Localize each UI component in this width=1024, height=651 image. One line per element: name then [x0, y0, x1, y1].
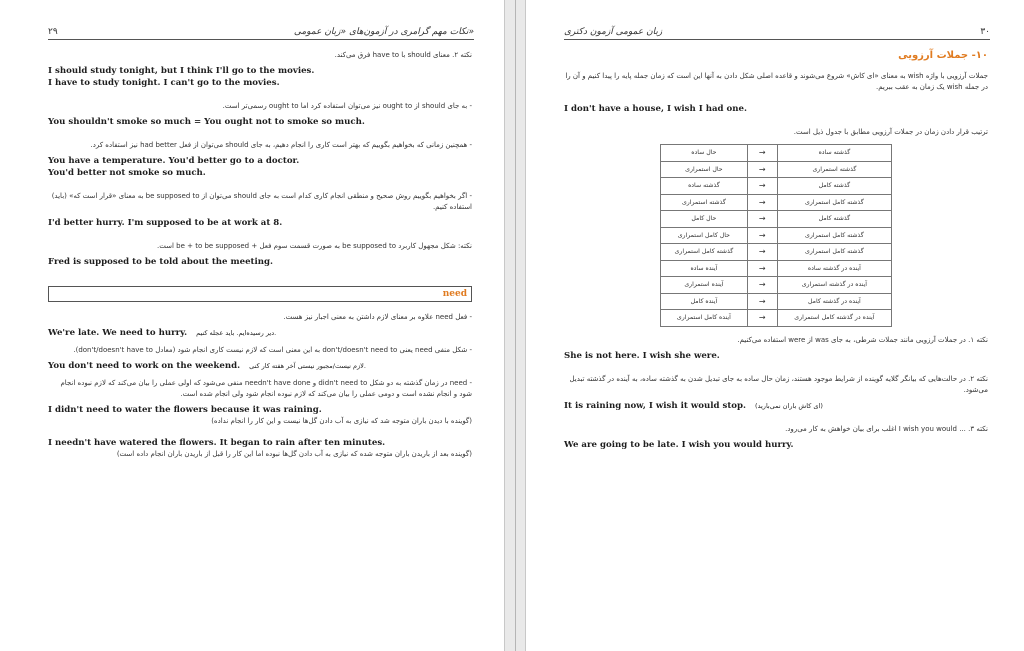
- note-should-have-to: نکته ۲. معنای should با have to فرق می‌کند.: [334, 51, 472, 59]
- tense-row: [661, 310, 892, 327]
- tense-target-cell: گذشته کامل استمراری: [777, 227, 891, 244]
- example-sentence: You shouldn't smoke so much = You ought not to smoke so much.: [48, 117, 365, 127]
- right-page: [534, 8, 1010, 648]
- note-wish-you-would: نکته ۳. ... I wish you would اغلب برای بیان خواهش به کار می‌رود.: [785, 424, 988, 433]
- tense-row: [661, 277, 892, 294]
- note-were: نکته ۱. در جملات آرزویی مانند جملات شرطی، به جای was از were استفاده می‌کنیم.: [737, 335, 988, 344]
- note-need-meaning: - فعل need علاوه بر معنای لازم داشتن به معنی اجبار نیز هست.: [283, 313, 472, 321]
- example-sentence: I have to study tonight. I can't go to the movies.: [48, 78, 280, 88]
- example-sentence: She is not here. I wish she were.: [564, 350, 720, 361]
- tense-target-cell: گذشته کامل استمراری: [777, 244, 891, 261]
- tense-row: [661, 227, 892, 244]
- example-sentence: You'd better not smoke so much.: [48, 168, 206, 178]
- example-sentence: [48, 327, 472, 339]
- left-page: [18, 8, 494, 648]
- tense-target-cell: گذشته کامل استمراری: [777, 194, 891, 211]
- arrow-icon: →: [747, 244, 777, 261]
- note-ought-to: - به جای should از ought to نیز می‌توان استفاده کرد اما ought to رسمی‌تر است.: [222, 102, 472, 110]
- tense-row: [661, 244, 892, 261]
- example-translation: لازم نیست/مجبور نیستی آخر هفته کار کنی.: [249, 362, 366, 370]
- tense-target-cell: گذشته ساده: [777, 145, 891, 162]
- table-caption: ترتیب قرار دادن زمان در جملات آرزویی مطابق با جدول ذیل است.: [793, 128, 988, 136]
- arrow-icon: →: [747, 145, 777, 162]
- note-had-better: - همچنین زمانی که بخواهیم بگوییم که بهتر است کاری را انجام دهیم، به جای should می‌توان از فعل had better نیز استفاده کرد.: [90, 141, 472, 149]
- example-english: It is raining now, I wish it would stop.: [564, 400, 747, 411]
- tense-target-cell: گذشته استمراری: [777, 161, 891, 178]
- tense-source-cell: گذشته ساده: [661, 178, 748, 195]
- section-title-need: need: [442, 289, 467, 299]
- arrow-icon: →: [747, 260, 777, 277]
- arrow-icon: →: [747, 161, 777, 178]
- tense-source-cell: آینده استمراری: [661, 277, 748, 294]
- tense-target-cell: گذشته کامل: [777, 178, 891, 195]
- tense-source-cell: حال استمراری: [661, 161, 748, 178]
- note-would: نکته ۲. در حالت‌هایی که بیانگر گلایه گوینده از شرایط موجود هستند، زمان حال ساده به جای تبدیل شدن به گذشته ساده، به آینده در گذشته تبدیل می‌شود.: [569, 374, 988, 394]
- page-divider: [515, 0, 516, 651]
- tense-source-cell: حال کامل استمراری: [661, 227, 748, 244]
- example-translation: (ای کاش باران نمی‌بارید): [755, 401, 823, 410]
- arrow-icon: →: [747, 277, 777, 294]
- right-page-number: ۳۰: [980, 27, 990, 37]
- right-page-header: [564, 22, 990, 40]
- tense-source-cell: حال ساده: [661, 145, 748, 162]
- tense-source-cell: گذشته کامل استمراری: [661, 244, 748, 261]
- arrow-icon: →: [747, 178, 777, 195]
- example-sentence: I should study tonight, but I think I'll go to the movies.: [48, 66, 315, 76]
- example-english: You don't need to work on the weekend.: [48, 361, 241, 371]
- arrow-icon: →: [747, 227, 777, 244]
- left-page-number: ۲۹: [48, 27, 58, 37]
- tense-source-cell: گذشته استمراری: [661, 194, 748, 211]
- tense-source-cell: آینده کامل استمراری: [661, 310, 748, 327]
- example-sentence: [48, 360, 472, 372]
- tense-row: [661, 260, 892, 277]
- left-page-title: نکات مهم گرامری در آزمون‌های «زبان عمومی»: [293, 27, 474, 37]
- example-translation: دیر رسیده‌ایم. باید عجله کنیم.: [196, 329, 277, 337]
- section-heading-wish: ۱۰- جملات آرزویی: [898, 50, 988, 61]
- tense-row: [661, 211, 892, 228]
- note-passive-supposed: نکته: شکل مجهول کاربرد be supposed to به صورت قسمت سوم فعل + be + to be supposed است.: [157, 242, 472, 250]
- example-sentence: We are going to be late. I wish you would hurry.: [564, 439, 794, 450]
- example-english: We're late. We need to hurry.: [48, 328, 188, 338]
- tense-target-cell: آینده در گذشته کامل استمراری: [777, 310, 891, 327]
- tense-source-cell: آینده ساده: [661, 260, 748, 277]
- tense-target-cell: گذشته کامل: [777, 211, 891, 228]
- tense-row: [661, 293, 892, 310]
- tense-row: [661, 194, 892, 211]
- tense-target-cell: آینده در گذشته استمراری: [777, 277, 891, 294]
- example-translation: (گوینده با دیدن باران متوجه شد که نیازی به آب دادن گل‌ها نیست و این کار را انجام نداده): [211, 417, 472, 425]
- tense-row: [661, 161, 892, 178]
- example-sentence: [564, 400, 988, 412]
- note-supposed-to: - اگر بخواهیم بگوییم روش صحیح و منطقی انجام کاری کدام است به جای should می‌توان از be supposed to به معنای «قرار است که» (باید) استفاده کنیم.: [51, 192, 472, 211]
- example-sentence: You have a temperature. You'd better go to a doctor.: [48, 156, 300, 166]
- arrow-icon: →: [747, 293, 777, 310]
- example-sentence: I didn't need to water the flowers because it was raining.: [48, 405, 322, 415]
- tense-source-cell: حال کامل: [661, 211, 748, 228]
- arrow-icon: →: [747, 211, 777, 228]
- right-page-content: [564, 50, 988, 451]
- arrow-icon: →: [747, 310, 777, 327]
- example-sentence: I needn't have watered the flowers. It began to rain after ten minutes.: [48, 438, 386, 448]
- note-need-past: - need در زمان گذشته به دو شکل didn't need to و needn't have done منفی می‌شود که اولی عملی را بیان می‌کند که لازم نبوده انجام شود و انجام نشده است و دومی عملی را بیان می‌کند که لازم نبوده انجام شود ولی انجام شده است.: [60, 379, 472, 398]
- tense-target-cell: آینده در گذشته کامل: [777, 293, 891, 310]
- tense-row: [661, 145, 892, 162]
- tense-source-cell: آینده کامل: [661, 293, 748, 310]
- example-sentence: I don't have a house, I wish I had one.: [564, 104, 747, 114]
- left-page-header: [48, 22, 474, 40]
- left-page-content: [48, 50, 472, 464]
- example-sentence: Fred is supposed to be told about the meeting.: [48, 257, 274, 267]
- intro-paragraph: جملات آرزویی با واژه wish به معنای «ای کاش» شروع می‌شوند و قاعده اصلی شکل دادن به آنها این است که زمان جمله پایه را پیدا کنیم و آن را در جمله wish یک زمان به عقب ببریم.: [565, 72, 988, 91]
- tense-shift-table: [660, 144, 892, 327]
- example-sentence: I'd better hurry. I'm supposed to be at work at 8.: [48, 218, 283, 228]
- arrow-icon: →: [747, 194, 777, 211]
- note-need-negative: - شکل منفی need یعنی don't/doesn't need to به این معنی است که لازم نیست کاری انجام شود (معادل don't/doesn't have to).: [73, 346, 472, 354]
- example-translation: (گوینده بعد از باریدن باران متوجه شده که نیازی به آب دادن گل‌ها نبوده اما این کار را قبل از باریدن باران انجام داده است): [116, 450, 472, 458]
- tense-target-cell: آینده در گذشته ساده: [777, 260, 891, 277]
- right-page-title: زبان عمومی آزمون دکتری: [564, 27, 663, 37]
- section-title-box: [48, 286, 472, 302]
- tense-row: [661, 178, 892, 195]
